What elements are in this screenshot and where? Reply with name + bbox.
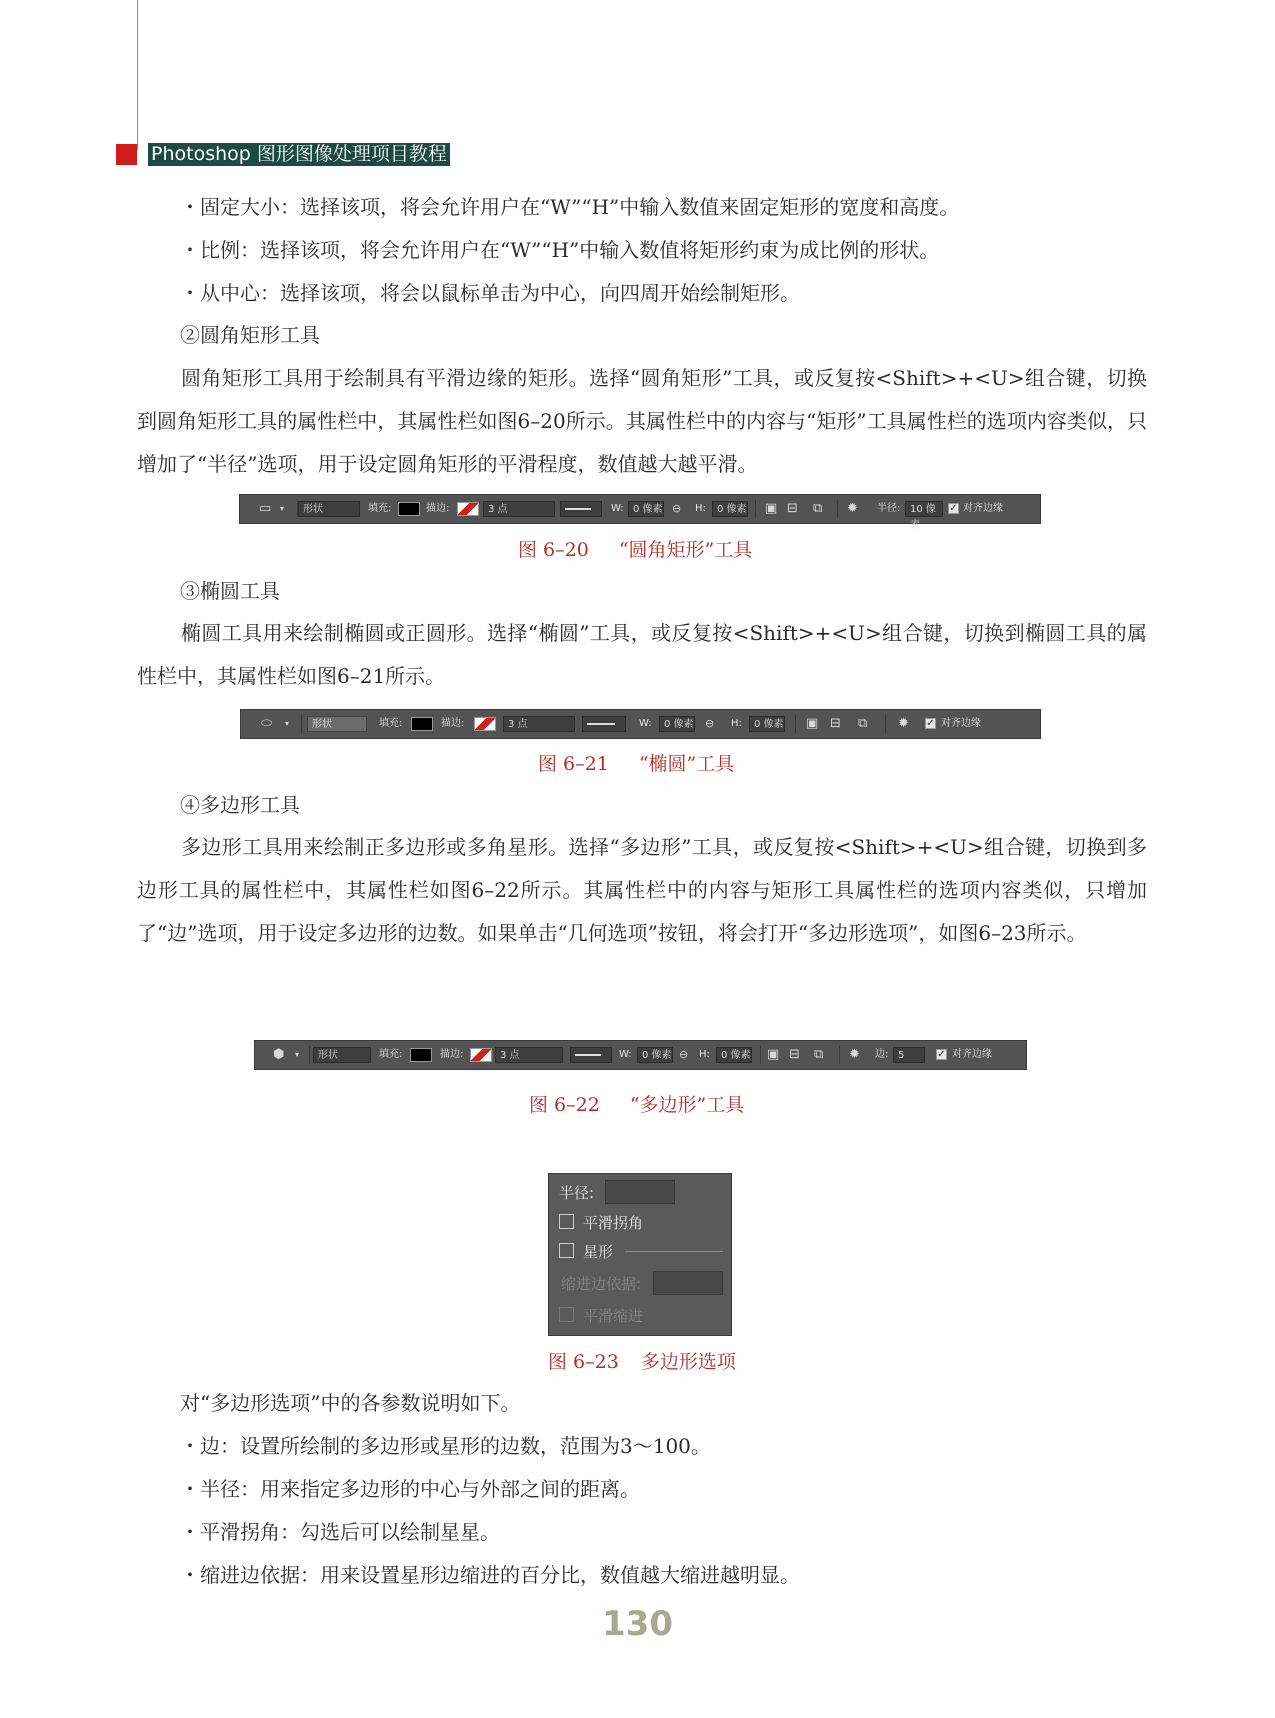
polygon-tool-icon[interactable]: ⬢ xyxy=(273,1047,285,1062)
explanation-intro: 对“多边形选项”中的各参数说明如下。 xyxy=(180,1391,521,1415)
height-input[interactable]: 0 像素 xyxy=(712,501,748,517)
path-operations-icon[interactable]: ▣ xyxy=(765,501,778,516)
height-input[interactable]: 0 像素 xyxy=(716,1047,752,1063)
gear-icon[interactable]: ✹ xyxy=(898,716,909,731)
width-label: W: xyxy=(639,718,652,729)
path-arrangement-icon[interactable]: ⧉ xyxy=(858,716,868,731)
link-icon[interactable]: ⊖ xyxy=(672,502,682,515)
align-edges-label: 对齐边缘 xyxy=(941,718,981,729)
link-icon[interactable]: ⊖ xyxy=(679,1048,689,1061)
caption-6-23: 图 6–23 多边形选项 xyxy=(548,1351,736,1373)
chevron-down-icon[interactable]: ▾ xyxy=(280,504,285,513)
heading-ellipse: ③椭圆工具 xyxy=(180,579,280,603)
paragraph-ellipse: 椭圆工具用来绘制椭圆或正圆形。选择“椭圆”工具，或反复按<Shift>+<U>组合键，切换到椭圆工具的属性栏中，其属性栏如图6–21所示。 xyxy=(137,621,1147,688)
toolbar-ellipse xyxy=(240,709,1041,739)
height-label: H: xyxy=(699,1049,710,1060)
align-edges-checkbox[interactable]: ✓ xyxy=(937,1049,946,1060)
indent-sides-label: 缩进边依据: xyxy=(561,1275,642,1293)
stroke-type-select[interactable] xyxy=(570,1047,612,1063)
path-arrangement-icon[interactable]: ⧉ xyxy=(813,501,823,516)
indent-sides-input[interactable] xyxy=(653,1271,723,1295)
smooth-corners-label: 平滑拐角 xyxy=(583,1214,644,1232)
page-number: 130 xyxy=(602,1604,673,1644)
radius-label: 半径: xyxy=(559,1184,595,1202)
caption-6-22: 图 6–22 “多边形”工具 xyxy=(529,1094,745,1116)
polygon-options-panel xyxy=(548,1173,732,1336)
stroke-width-input[interactable]: 3 点 xyxy=(503,716,575,732)
height-label: H: xyxy=(731,718,742,729)
explanation-sides: ・边：设置所绘制的多边形或星形的边数，范围为3～100。 xyxy=(180,1434,711,1458)
height-input[interactable]: 0 像素 xyxy=(749,716,785,732)
stroke-swatch[interactable] xyxy=(470,1048,492,1062)
width-input[interactable]: 0 像素 xyxy=(659,716,695,732)
width-label: W: xyxy=(619,1049,632,1060)
mode-select[interactable]: 形状 xyxy=(313,1047,371,1063)
width-input[interactable]: 0 像素 xyxy=(637,1047,673,1063)
width-label: W: xyxy=(611,503,624,514)
align-edges-label: 对齐边缘 xyxy=(963,503,1003,514)
heading-rounded-rect: ②圆角矩形工具 xyxy=(180,323,320,347)
header-red-mark xyxy=(116,144,137,165)
ellipse-tool-icon[interactable]: ⬭ xyxy=(261,716,273,731)
fill-label: 填充: xyxy=(379,718,403,729)
smooth-corners-checkbox[interactable] xyxy=(559,1214,574,1229)
toolbar-polygon xyxy=(254,1040,1027,1070)
margin-rule xyxy=(137,0,138,150)
star-label: 星形 xyxy=(583,1243,614,1261)
stroke-width-input[interactable]: 3 点 xyxy=(483,501,555,517)
path-operations-icon[interactable]: ▣ xyxy=(806,716,819,731)
smooth-indents-label: 平滑缩进 xyxy=(583,1307,644,1325)
gear-icon[interactable]: ✹ xyxy=(847,501,858,516)
caption-6-20: 图 6–20 “圆角矩形”工具 xyxy=(518,539,753,561)
stroke-width-input[interactable]: 3 点 xyxy=(495,1047,563,1063)
stroke-label: 描边: xyxy=(426,503,450,514)
path-arrangement-icon[interactable]: ⧉ xyxy=(814,1047,824,1062)
stroke-type-select[interactable] xyxy=(582,716,626,732)
path-alignment-icon[interactable]: ⊟ xyxy=(830,716,841,731)
align-edges-label: 对齐边缘 xyxy=(952,1049,992,1060)
mode-select[interactable]: 形状 xyxy=(307,716,367,732)
star-divider xyxy=(625,1251,723,1252)
align-edges-checkbox[interactable]: ✓ xyxy=(949,503,958,514)
fill-swatch[interactable] xyxy=(398,502,420,516)
header-title: Photoshop 图形图像处理项目教程 xyxy=(148,143,450,166)
paragraph-rounded-rect: 圆角矩形工具用于绘制具有平滑边缘的矩形。选择“圆角矩形”工具，或反复按<Shift>+<U>组合键，切换到圆角矩形工具的属性栏中，其属性栏如图6–20所示。其属性栏中的内容与“矩形”工具属性栏的选项内容类似，只增加了“半径”选项，用于设定圆角矩形的平滑程度，数值越大越平滑。 xyxy=(137,366,1147,476)
rounded-rect-tool-icon[interactable]: ▭ xyxy=(259,501,272,516)
stroke-swatch[interactable] xyxy=(474,717,496,731)
star-checkbox[interactable] xyxy=(559,1243,574,1258)
radius-input[interactable] xyxy=(605,1180,675,1204)
explanation-smooth-corners: ・平滑拐角：勾选后可以绘制星星。 xyxy=(180,1520,500,1544)
fill-swatch[interactable] xyxy=(410,1048,432,1062)
height-label: H: xyxy=(695,503,706,514)
explanation-indent: ・缩进边依据：用来设置星形边缩进的百分比，数值越大缩进越明显。 xyxy=(180,1563,800,1587)
bullet-ratio: ・比例：选择该项，将会允许用户在“W”“H”中输入数值将矩形约束为成比例的形状。 xyxy=(180,238,940,262)
toolbar-rounded-rect xyxy=(239,494,1041,531)
stroke-label: 描边: xyxy=(441,718,465,729)
chevron-down-icon[interactable]: ▾ xyxy=(295,1050,300,1059)
sides-input[interactable]: 5 xyxy=(893,1047,925,1063)
fill-label: 填充: xyxy=(379,1049,403,1060)
radius-label: 半径: xyxy=(877,503,901,514)
path-operations-icon[interactable]: ▣ xyxy=(767,1047,780,1062)
chevron-down-icon[interactable]: ▾ xyxy=(285,719,290,728)
bullet-fixed-size: ・固定大小：选择该项，将会允许用户在“W”“H”中输入数值来固定矩形的宽度和高度。 xyxy=(180,195,960,219)
align-edges-checkbox[interactable]: ✓ xyxy=(926,718,935,729)
sides-label: 边: xyxy=(875,1049,889,1060)
smooth-indents-checkbox[interactable] xyxy=(559,1307,574,1322)
width-input[interactable]: 0 像素 xyxy=(628,501,664,517)
caption-6-21: 图 6–21 “椭圆”工具 xyxy=(538,753,735,775)
stroke-label: 描边: xyxy=(440,1049,464,1060)
mode-select[interactable]: 形状 xyxy=(298,501,360,517)
path-alignment-icon[interactable]: ⊟ xyxy=(787,501,798,516)
explanation-radius: ・半径：用来指定多边形的中心与外部之间的距离。 xyxy=(180,1477,640,1501)
path-alignment-icon[interactable]: ⊟ xyxy=(789,1047,800,1062)
heading-polygon: ④多边形工具 xyxy=(180,793,300,817)
radius-input[interactable]: 10 像素 xyxy=(905,501,943,517)
bullet-from-center: ・从中心：选择该项，将会以鼠标单击为中心，向四周开始绘制矩形。 xyxy=(180,281,800,305)
gear-icon[interactable]: ✹ xyxy=(849,1047,860,1062)
stroke-type-select[interactable] xyxy=(560,501,602,517)
fill-label: 填充: xyxy=(368,503,392,514)
fill-swatch[interactable] xyxy=(411,717,433,731)
link-icon[interactable]: ⊖ xyxy=(705,717,715,730)
stroke-swatch[interactable] xyxy=(457,502,479,516)
paragraph-polygon: 多边形工具用来绘制正多边形或多角星形。选择“多边形”工具，或反复按<Shift>+<U>组合键，切换到多边形工具的属性栏中，其属性栏如图6–22所示。其属性栏中的内容与矩形工具属性栏的选项内容类似，只增加了“边”选项，用于设定多边形的边数。如果单击“几何选项”按钮，将会打开“多边形选项”，如图6–23所示。 xyxy=(137,835,1147,945)
